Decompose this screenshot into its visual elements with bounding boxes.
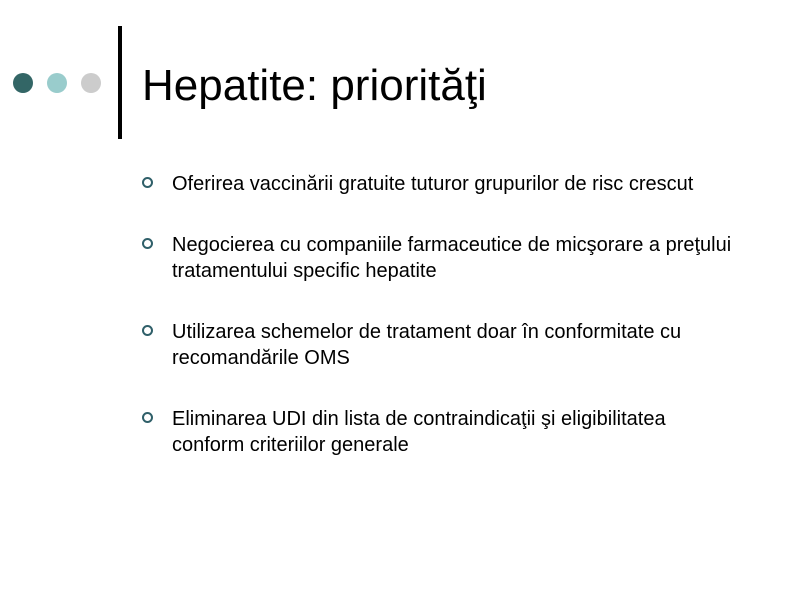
bullet-text: Negocierea cu companiile farmaceutice de micşorare a preţului tratamentului specific hepatite (172, 234, 732, 282)
slide-title: Hepatite: priorităţi (142, 61, 487, 110)
ring-bullet-icon (142, 177, 153, 188)
bullet-item (142, 232, 742, 284)
decorative-dot-teal (47, 73, 67, 93)
title-accent-bar (118, 26, 122, 139)
bullet-text: Utilizarea schemelor de tratament doar în conformitate cu recomandările OMS (172, 321, 682, 369)
decorative-dot-gray (81, 73, 101, 93)
bullet-item (142, 319, 742, 371)
decorative-dot-dark (13, 73, 33, 93)
ring-bullet-icon (142, 325, 153, 336)
ring-bullet-icon (142, 412, 153, 423)
bullet-text: Eliminarea UDI din lista de contraindicaţii şi eligibilitatea conform criteriilor generale (172, 408, 666, 456)
bullet-text: Oferirea vaccinării gratuite tuturor grupurilor de risc crescut (172, 173, 694, 195)
bullet-list (142, 171, 742, 493)
bullet-item (142, 406, 742, 458)
ring-bullet-icon (142, 238, 153, 249)
bullet-item (142, 171, 742, 197)
